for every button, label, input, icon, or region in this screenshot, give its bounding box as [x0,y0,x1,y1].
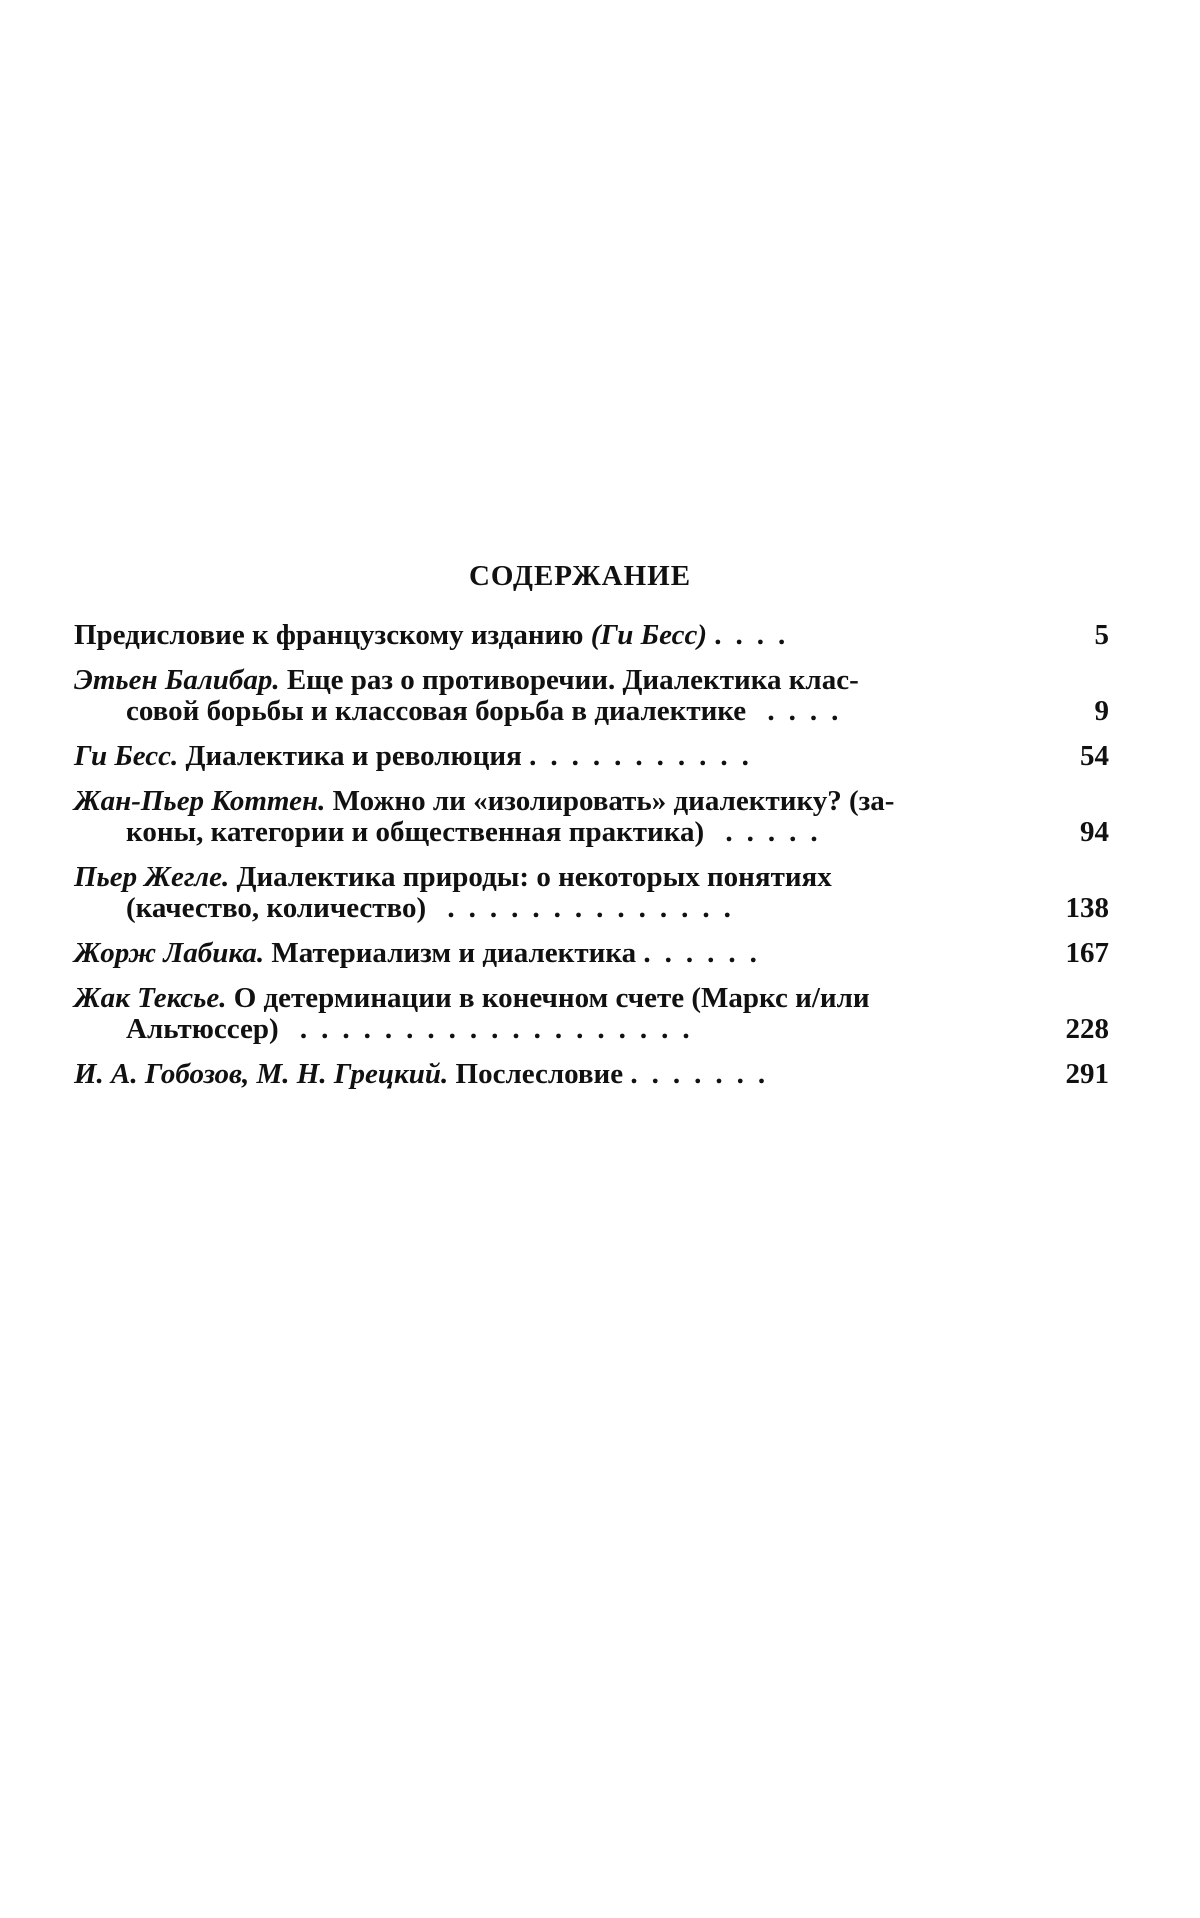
entry-page-number: 167 [1065,937,1109,969]
leader-dots: ...... [643,937,771,969]
entry-title: О детерминации в конечном счете (Маркс и/или [233,982,870,1014]
toc-heading: СОДЕРЖАНИЕ [468,560,692,592]
entry-title: Можно ли «изолировать» диалектику? (за- [332,785,895,817]
entry-author: Этьен Балибар. [74,664,287,696]
leader-dots: ........... [529,740,763,772]
toc-entry [74,938,1109,969]
entry-title-continued: коны, категории и общественная практика) ..... [126,816,832,848]
toc-entry [74,741,1109,772]
entry-title: Послесловие [455,1058,624,1090]
entry-author: Жан-Пьер Коттен. [74,785,333,817]
entry-author: И. А. Гобозов, М. Н. Грецкий. [74,1058,456,1090]
entry-page-number: 54 [1080,740,1109,772]
entry-page-number: 94 [1080,816,1109,848]
entry-title: Еще раз о противоречии. Диалектика клас- [286,664,859,696]
entry-page-number: 138 [1065,892,1109,924]
entry-title: Предисловие к французскому изданию [74,619,591,651]
toc-entry [74,862,1109,924]
entry-title-continued: Альтюссер) ................... [126,1013,704,1045]
leader-dots: ................... [278,1013,704,1045]
entry-title: Материализм и диалектика [271,937,637,969]
table-of-contents [74,620,1109,1104]
toc-entry [74,620,1109,651]
entry-title-continued: совой борьбы и классовая борьба в диалектике .... [126,695,853,727]
toc-entry [74,786,1109,848]
leader-dots: .... [746,695,853,727]
toc-entry [74,983,1109,1045]
toc-entry [74,1059,1109,1090]
entry-page-number: 9 [1094,695,1109,727]
leader-dots: ..... [704,816,832,848]
leader-dots: ....... [630,1058,780,1090]
leader-dots: .... [714,619,800,651]
entry-author: Жак Тексье. [74,982,234,1014]
entry-title-continued: (качество, количество) .............. [126,892,745,924]
entry-author: (Ги Бесс) [590,619,707,651]
entry-page-number: 228 [1065,1013,1109,1045]
leader-dots: .............. [426,892,745,924]
entry-title: Диалектика и революция [185,740,522,772]
entry-page-number: 291 [1065,1058,1109,1090]
entry-author: Пьер Жегле. [74,861,237,893]
toc-entry [74,665,1109,727]
entry-author: Ги Бесс. [74,740,186,772]
entry-author: Жорж Лабика. [74,937,272,969]
entry-page-number: 5 [1094,619,1109,651]
entry-title: Диалектика природы: о некоторых понятиях [236,861,832,893]
